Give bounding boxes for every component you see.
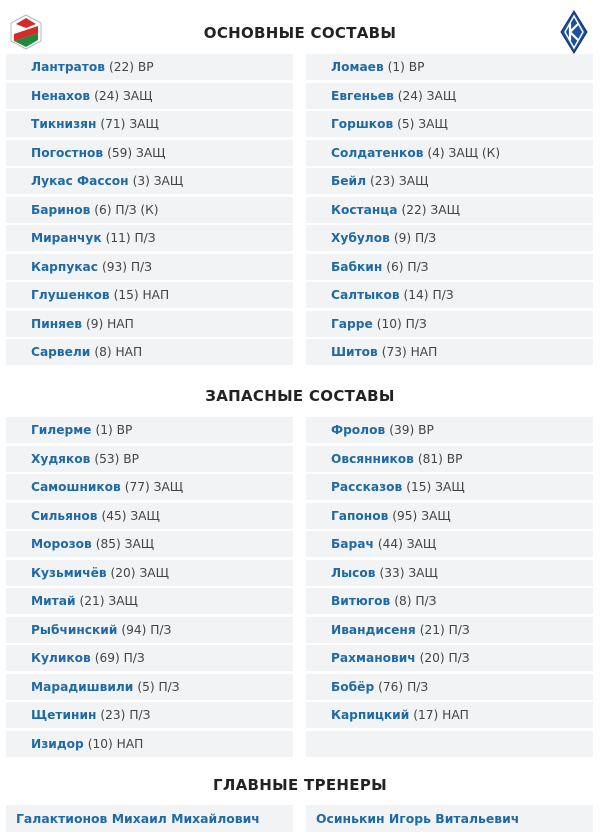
player-row[interactable] (6, 617, 293, 643)
player-number-position: (1) ВР (387, 60, 425, 74)
player-number-position: (5) ЗАЩ (397, 117, 448, 131)
player-name[interactable]: Митай (31, 594, 76, 608)
player-name[interactable]: Щетинин (31, 708, 97, 722)
player-number-position: (11) П/З (105, 231, 156, 245)
away-coach-name: Осинькин Игорь Витальевич (316, 811, 520, 826)
player-name[interactable]: Карпукас (31, 259, 98, 274)
player-number-position: (6) П/З (386, 259, 429, 274)
player-name[interactable]: Карпицкий (331, 708, 410, 722)
player-name[interactable]: Рахманович (331, 651, 416, 665)
player-name[interactable]: Овсянников (331, 451, 414, 466)
player-name[interactable]: Баринов (31, 202, 91, 217)
player-name[interactable]: Барач (331, 537, 374, 551)
player-number-position: (93) П/З (102, 259, 152, 274)
player-row[interactable] (6, 446, 293, 472)
player-name[interactable]: Марадишвили (31, 679, 134, 694)
player-number-position: (6) П/З (К) (94, 202, 159, 217)
player-name[interactable]: Гарре (331, 316, 373, 331)
starting-lineups-title: ОСНОВНЫЕ СОСТАВЫ (203, 24, 397, 42)
starting-away-list (306, 54, 593, 368)
player-row[interactable] (306, 645, 593, 671)
player-number-position: (21) П/З (419, 622, 470, 637)
player-row[interactable] (306, 225, 593, 251)
player-number-position: (22) ЗАЩ (401, 202, 460, 217)
player-number-position: (59) ЗАЩ (107, 145, 166, 160)
player-number-position: (39) ВР (389, 423, 434, 437)
player-number-position: (69) П/З (94, 651, 145, 665)
player-row[interactable] (306, 83, 593, 109)
player-row[interactable] (306, 446, 593, 472)
player-row[interactable] (6, 282, 293, 308)
player-row[interactable] (6, 197, 293, 223)
player-name[interactable]: Лысов (331, 565, 376, 580)
player-row[interactable] (6, 339, 293, 365)
player-number-position: (5) П/З (137, 679, 180, 694)
player-number-position: (77) ЗАЩ (124, 480, 184, 494)
player-number-position: (3) ЗАЩ (132, 174, 184, 188)
player-row[interactable] (6, 560, 293, 586)
player-row[interactable] (6, 702, 293, 728)
player-name[interactable]: Миранчук (31, 231, 102, 245)
player-name[interactable]: Костанца (331, 202, 398, 217)
player-number-position: (9) НАП (85, 316, 134, 331)
player-row[interactable] (6, 111, 293, 137)
player-number-position: (20) ЗАЩ (110, 565, 169, 580)
player-row[interactable] (306, 197, 593, 223)
player-row[interactable] (306, 168, 593, 194)
player-name[interactable]: Лантратов (31, 60, 105, 74)
player-row[interactable] (6, 54, 293, 80)
player-row[interactable] (6, 140, 293, 166)
player-name[interactable]: Морозов (31, 537, 92, 551)
player-name[interactable]: Хубулов (331, 231, 390, 245)
player-row[interactable] (6, 311, 293, 337)
player-row[interactable] (6, 225, 293, 251)
player-name[interactable]: Гапонов (331, 508, 389, 523)
player-number-position: (24) ЗАЩ (94, 88, 153, 103)
player-name[interactable]: Солдатенков (331, 145, 424, 160)
player-row[interactable] (6, 674, 293, 700)
player-number-position: (33) ЗАЩ (379, 565, 438, 580)
player-number-position: (71) ЗАЩ (100, 117, 159, 131)
player-name[interactable]: Ивандисеня (331, 622, 416, 637)
player-row[interactable] (6, 503, 293, 529)
player-name[interactable]: Худяков (31, 451, 91, 466)
substitutes-title: ЗАПАСНЫЕ СОСТАВЫ (205, 387, 395, 405)
player-number-position: (17) НАП (413, 708, 469, 722)
player-number-position: (4) ЗАЩ (К) (427, 145, 501, 160)
player-row[interactable] (306, 339, 593, 365)
player-row[interactable] (306, 617, 593, 643)
player-number-position: (23) П/З (100, 708, 151, 722)
player-name[interactable]: Куликов (31, 651, 91, 665)
player-number-position: (76) П/З (378, 679, 429, 694)
player-row[interactable] (306, 111, 593, 137)
player-row[interactable] (306, 474, 593, 500)
player-row[interactable] (306, 702, 593, 728)
player-number-position: (81) ВР (417, 451, 463, 466)
player-name[interactable]: Бобёр (331, 679, 375, 694)
player-row[interactable] (6, 531, 293, 557)
player-name[interactable]: Бабкин (331, 259, 383, 274)
player-name[interactable]: Шитов (331, 345, 378, 359)
subs-away-list (306, 417, 593, 759)
player-number-position: (45) ЗАЩ (101, 508, 160, 523)
player-name[interactable]: Ломаев (331, 60, 384, 74)
player-row[interactable] (306, 531, 593, 557)
player-number-position: (44) ЗАЩ (377, 537, 437, 551)
player-name[interactable]: Сарвели (31, 345, 91, 359)
player-number-position: (15) НАП (113, 288, 170, 302)
player-number-position: (10) НАП (87, 736, 144, 751)
player-name[interactable]: Фролов (331, 423, 386, 437)
player-number-position: (15) ЗАЩ (406, 480, 465, 494)
empty-row (306, 731, 593, 757)
player-number-position: (8) НАП (94, 345, 143, 359)
player-number-position: (21) ЗАЩ (79, 594, 138, 608)
player-name[interactable]: Изидор (31, 736, 84, 751)
player-number-position: (8) П/З (394, 594, 437, 608)
player-row[interactable] (306, 140, 593, 166)
player-name[interactable]: Горшков (331, 117, 394, 131)
player-name[interactable]: Гилерме (31, 423, 92, 437)
player-row[interactable] (306, 254, 593, 280)
player-number-position: (1) ВР (95, 423, 133, 437)
player-row[interactable] (306, 503, 593, 529)
player-name[interactable]: Самошников (31, 480, 121, 494)
away-coach[interactable] (306, 805, 593, 832)
player-number-position: (23) ЗАЩ (370, 174, 429, 188)
player-row[interactable] (306, 588, 593, 614)
player-name[interactable]: Глушенков (31, 288, 110, 302)
player-number-position: (95) ЗАЩ (392, 508, 451, 523)
player-number-position: (94) П/З (121, 622, 172, 637)
player-row[interactable] (6, 417, 293, 443)
home-coach-name: Галактионов Михаил Михайлович (16, 811, 260, 826)
player-row[interactable] (306, 282, 593, 308)
player-name[interactable]: Сильянов (31, 508, 98, 523)
player-row[interactable] (306, 311, 593, 337)
head-coaches-title: ГЛАВНЫЕ ТРЕНЕРЫ (213, 776, 387, 794)
player-number-position: (53) ВР (94, 451, 139, 466)
player-number-position: (14) П/З (403, 288, 454, 302)
player-number-position: (24) ЗАЩ (397, 88, 457, 103)
starting-home-list (6, 54, 293, 368)
player-number-position: (22) ВР (108, 60, 154, 74)
player-name[interactable]: Погостнов (31, 145, 104, 160)
player-name[interactable]: Ненахов (31, 88, 91, 103)
player-row[interactable] (306, 674, 593, 700)
home-coach[interactable] (6, 805, 293, 832)
player-name[interactable]: Рыбчинский (31, 622, 118, 637)
player-name[interactable]: Салтыков (331, 288, 400, 302)
subs-home-list (6, 417, 293, 759)
player-row[interactable] (6, 588, 293, 614)
player-number-position: (10) П/З (376, 316, 427, 331)
player-number-position: (73) НАП (381, 345, 438, 359)
player-name[interactable]: Тикнизян (31, 117, 97, 131)
player-name[interactable]: Бейл (331, 174, 367, 188)
player-row[interactable] (6, 474, 293, 500)
player-row[interactable] (6, 645, 293, 671)
player-name[interactable]: Витюгов (331, 594, 391, 608)
player-name[interactable]: Пиняев (31, 316, 82, 331)
player-name[interactable]: Кузьмичёв (31, 565, 107, 580)
player-name[interactable]: Рассказов (331, 480, 403, 494)
player-row[interactable] (306, 54, 593, 80)
player-row[interactable] (306, 417, 593, 443)
player-row[interactable] (6, 168, 293, 194)
player-number-position: (9) П/З (393, 231, 437, 245)
player-row[interactable] (6, 731, 293, 757)
player-row[interactable] (6, 254, 293, 280)
player-name[interactable]: Лукас Фассон (31, 174, 129, 188)
player-row[interactable] (6, 83, 293, 109)
player-number-position: (85) ЗАЩ (95, 537, 155, 551)
player-name[interactable]: Евгеньев (331, 88, 394, 103)
player-row[interactable] (306, 560, 593, 586)
player-number-position: (20) П/З (419, 651, 470, 665)
